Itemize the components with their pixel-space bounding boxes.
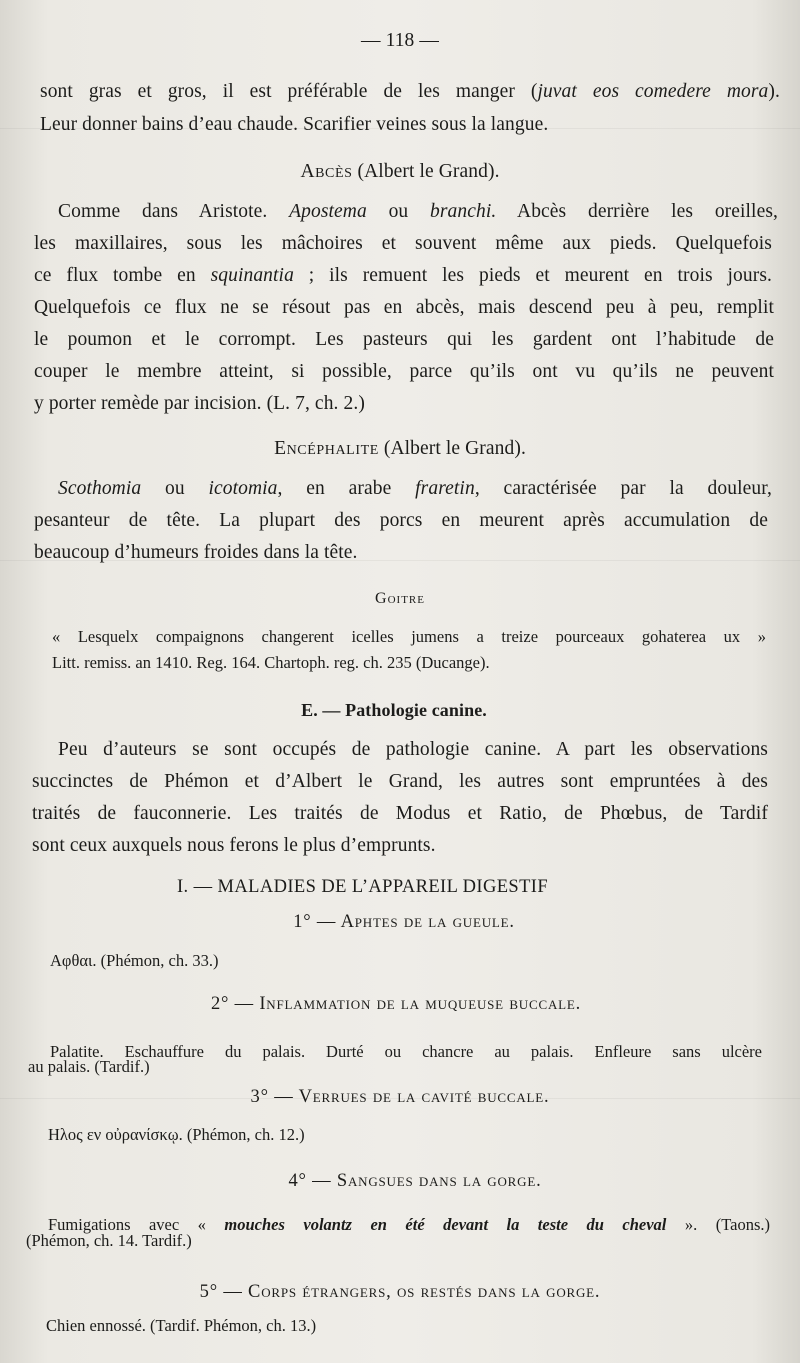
text-line: y porter remède par incision. (L. 7, ch. 2.) <box>34 393 365 414</box>
text-line: Comme dans Aristote. Apostema ou branchi. Abcès derrière les oreilles, <box>58 201 778 222</box>
text-line: Peu d’auteurs se sont occupés de pathologie canine. A part les observations <box>58 739 768 760</box>
text-line: Αφθαι. (Phémon, ch. 33.) <box>50 951 219 970</box>
text-line: Leur donner bains d’eau chaude. Scarifier veines sous la langue. <box>40 114 549 135</box>
subsection-heading: 3° — Verrues de la cavité buccale. <box>250 1087 550 1107</box>
citation: Litt. remiss. an 1410. Reg. 164. Chartoph. reg. ch. 235 (Ducange). <box>52 653 490 672</box>
section-heading-goitre: Goitre <box>375 590 425 607</box>
text-line: beaucoup d’humeurs froides dans la tête. <box>34 542 358 563</box>
text-line: Fumigations avec « mouches volantz en été devant la teste du cheval ». (Taons.) <box>48 1215 770 1234</box>
text-line: les maxillaires, sous les mâchoires et souvent même aux pieds. Quelquefois <box>34 233 772 254</box>
text-line: au palais. (Tardif.) <box>28 1057 150 1076</box>
text-line: succinctes de Phémon et d’Albert le Grand, les autres sont empruntées à des <box>32 771 768 792</box>
text-line: Scothomia ou icotomia, en arabe fraretin, caractérisée par la douleur, <box>58 478 772 499</box>
text-line: couper le membre atteint, si possible, parce qu’ils ont vu qu’ils ne peuvent <box>34 361 774 382</box>
text-line: Quelquefois ce flux ne se résout pas en abcès, mais descend peu à peu, remplit <box>34 297 774 318</box>
text-line: sont ceux auxquels nous ferons le plus d’emprunts. <box>32 835 436 856</box>
text-line: sont gras et gros, il est préférable de les manger (juvat eos comedere mora). <box>40 81 780 102</box>
quotation: « Lesquelx compaignons changerent icelles jumens a treize pourceaux gohaterea ux » <box>52 627 766 646</box>
section-heading-encephalite: Encéphalite (Albert le Grand). <box>274 438 526 459</box>
subsection-heading: 1° — Aphtes de la gueule. <box>293 912 515 932</box>
subsection-heading: 5° — Corps étrangers, os restés dans la gorge. <box>199 1282 601 1302</box>
text-line: Palatite. Eschauffure du palais. Durté ou chancre au palais. Enfleure sans ulcère <box>50 1042 762 1061</box>
subsection-heading: 4° — Sangsues dans la gorge. <box>288 1171 542 1191</box>
text-line: Ηλος εν οὐρανίσκῳ. (Phémon, ch. 12.) <box>48 1125 305 1144</box>
text-line: (Phémon, ch. 14. Tardif.) <box>26 1231 192 1250</box>
subsection-heading: 2° — Inflammation de la muqueuse buccale. <box>210 994 582 1014</box>
section-heading-pathologie-canine: E. — Pathologie canine. <box>301 700 487 720</box>
text-line: le poumon et le corrompt. Les pasteurs qui les gardent ont l’habitude de <box>34 329 774 350</box>
text-line: Chien ennossé. (Tardif. Phémon, ch. 13.) <box>46 1316 317 1335</box>
page-number: — 118 — <box>361 30 439 51</box>
chapter-heading: I. — MALADIES DE L’APPAREIL DIGESTIF <box>177 877 549 897</box>
text-line: pesanteur de tête. La plupart des porcs en meurent après accumulation de <box>34 510 768 531</box>
text-line: ce flux tombe en squinantia ; ils remuent les pieds et meurent en trois jours. <box>34 265 772 286</box>
section-heading-abces: Abcès (Albert le Grand). <box>300 161 500 182</box>
text-line: traités de fauconnerie. Les traités de Modus et Ratio, de Phœbus, de Tardif <box>32 803 768 824</box>
